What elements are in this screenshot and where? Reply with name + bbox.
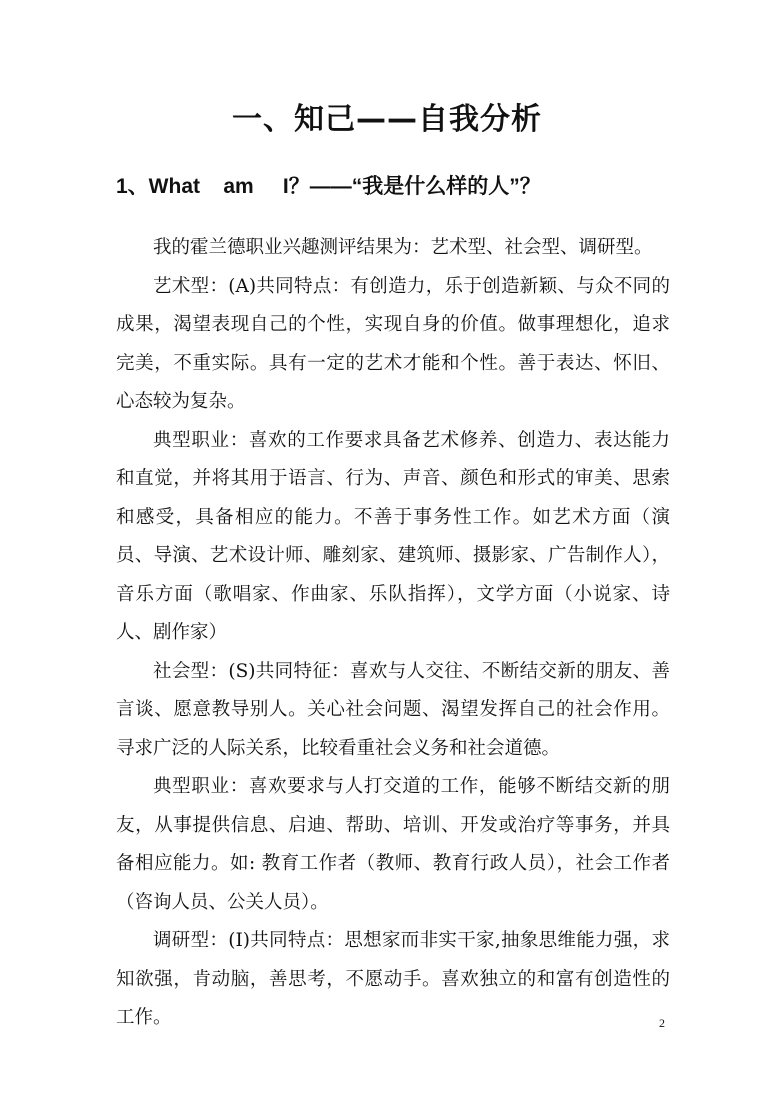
paragraph-social-jobs: 典型职业：喜欢要求与人打交道的工作，能够不断结交新的朋友，从事提供信息、启迪、帮助、培训、开发或治疗等事务，并具备相应能力。如: 教育工作者（教师、教育行政人员），社会工作者（咨询人员、公关人员）。 xyxy=(116,776,670,913)
paragraph-investigative-traits: 调研型：(I)共同特点：思想家而非实干家,抽象思维能力强，求知欲强，肯动脑，善思考，不愿动手。喜欢独立的和富有创造性的工作。 xyxy=(116,930,670,1028)
paragraph-artistic-traits: 艺术型：(A)共同特点：有创造力，乐于创造新颖、与众不同的成果，渴望表现自己的个性，实现自身的价值。做事理想化，追求完美，不重实际。具有一定的艺术才能和个性。善于表达、怀旧、心态较为复杂。 xyxy=(116,275,670,412)
page-title: 一、知己——自我分析 xyxy=(232,102,542,137)
paragraph-holland-result: 我的霍兰德职业兴趣测评结果为：艺术型、社会型、调研型。 xyxy=(153,237,653,258)
page-number: 2 xyxy=(659,1016,665,1030)
section-heading: 1、What am I？——“我是什么样的人”？ xyxy=(116,175,541,198)
paragraph-artistic-jobs: 典型职业：喜欢的工作要求具备艺术修养、创造力、表达能力和直觉，并将其用于语言、行为、声音、颜色和形式的审美、思索和感受，具备相应的能力。不善于事务性工作。如艺术方面（演员、导演、艺术设计师、雕刻家、建筑师、摄影家、广告制作人），音乐方面（歌唱家、作曲家、乐队指挥），文学方面（小说家、诗人、剧作家） xyxy=(116,429,670,643)
paragraph-social-traits: 社会型：(S)共同特征：喜欢与人交往、不断结交新的朋友、善言谈、愿意教导别人。关心社会问题、渴望发挥自己的社会作用。寻求广泛的人际关系，比较看重社会义务和社会道德。 xyxy=(116,660,670,759)
body-text xyxy=(116,229,670,1038)
